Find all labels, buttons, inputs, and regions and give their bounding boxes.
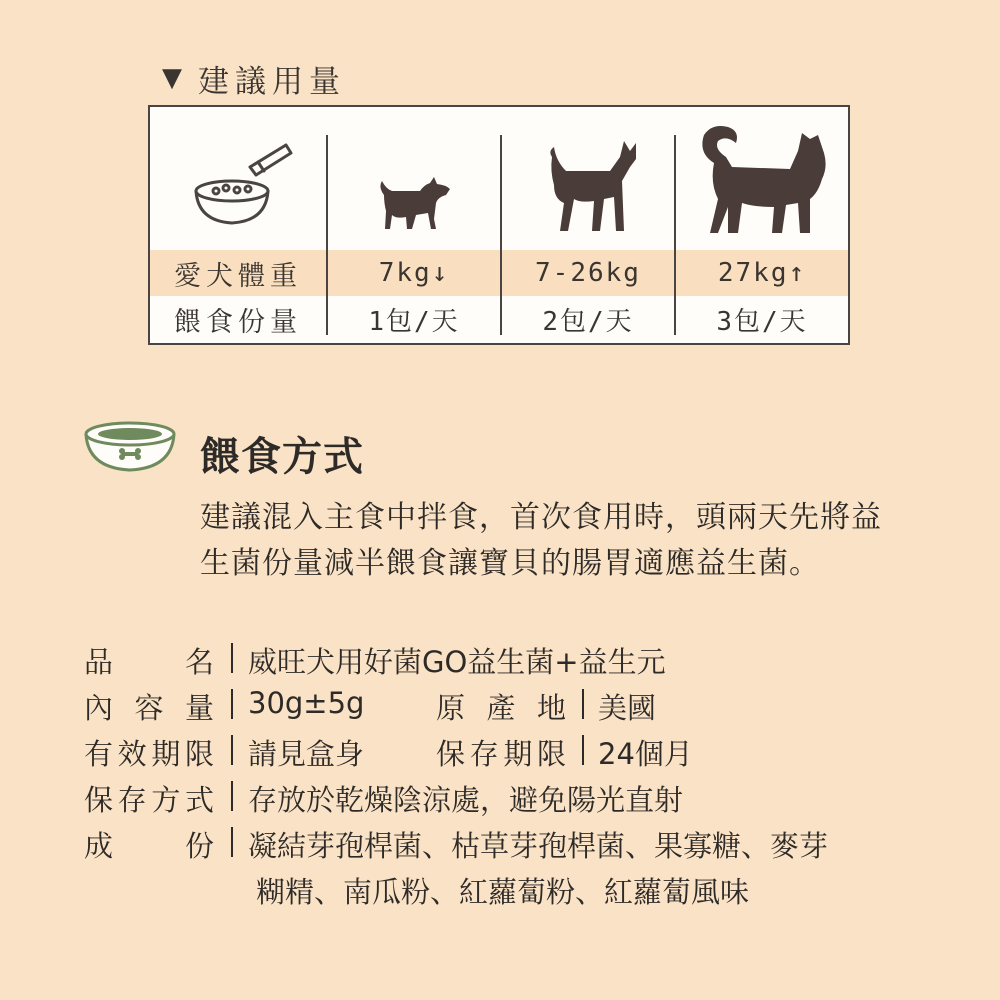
weight-small: 7kg↓: [378, 258, 450, 288]
separator: [231, 781, 233, 811]
separator: [231, 827, 233, 857]
content-label: 內 容 量: [84, 691, 214, 725]
expiry-value: 請見盒身: [248, 737, 365, 771]
serving-label: 餵食份量: [174, 306, 302, 338]
weight-medium: 7-26kg: [535, 258, 641, 288]
separator: [582, 735, 584, 765]
triangle-marker-icon: ▼: [162, 63, 182, 93]
content-value: 30g±5g: [248, 686, 365, 720]
product-name-label: 品 名: [84, 645, 214, 679]
dog-bowl-icon: [82, 420, 178, 472]
dosage-table: [148, 105, 850, 345]
feeding-text-line: 建議混入主食中拌食，首次食用時，頭兩天先將益: [200, 500, 882, 535]
medium-dog-icon: [540, 137, 644, 235]
ingredients-value-line2: 糊精、南瓜粉、紅蘿蔔粉、紅蘿蔔風味: [256, 875, 750, 909]
dosage-heading: [162, 58, 346, 98]
origin-label: 原 產 地: [436, 691, 566, 725]
feeding-text-line: 生菌份量減半餵食讓寶貝的腸胃適應益生菌。: [200, 546, 820, 581]
origin-value: 美國: [598, 691, 657, 725]
storage-value: 存放於乾燥陰涼處，避免陽光直射: [248, 783, 684, 817]
weight-large: 27kg↑: [717, 258, 807, 288]
expiry-label: 有 效 期 限: [84, 737, 214, 771]
small-dog-icon: [376, 175, 454, 233]
bowl-with-sachet-icon: [190, 135, 300, 227]
feeding-title: 餵食方式: [200, 434, 364, 480]
ingredients-label: 成 份: [84, 829, 214, 863]
serving-medium: 2包/天: [542, 306, 634, 337]
ingredients-value-line1: 凝結芽孢桿菌、枯草芽孢桿菌、果寡糖、麥芽: [248, 829, 829, 863]
separator: [231, 689, 233, 719]
separator: [582, 689, 584, 719]
product-name-value: 威旺犬用好菌GO益生菌+益生元: [248, 645, 666, 679]
storage-label: 保 存 方 式: [84, 783, 214, 817]
shelf-life-label: 保 存 期 限: [436, 737, 566, 771]
serving-large: 3包/天: [716, 306, 808, 337]
serving-small: 1包/天: [368, 306, 460, 337]
dosage-heading-text: 建議用量: [198, 63, 346, 100]
separator: [231, 643, 233, 673]
weight-label: 愛犬體重: [174, 260, 302, 292]
separator: [231, 735, 233, 765]
large-dog-icon: [698, 123, 830, 235]
shelf-life-value: 24個月: [598, 737, 693, 771]
